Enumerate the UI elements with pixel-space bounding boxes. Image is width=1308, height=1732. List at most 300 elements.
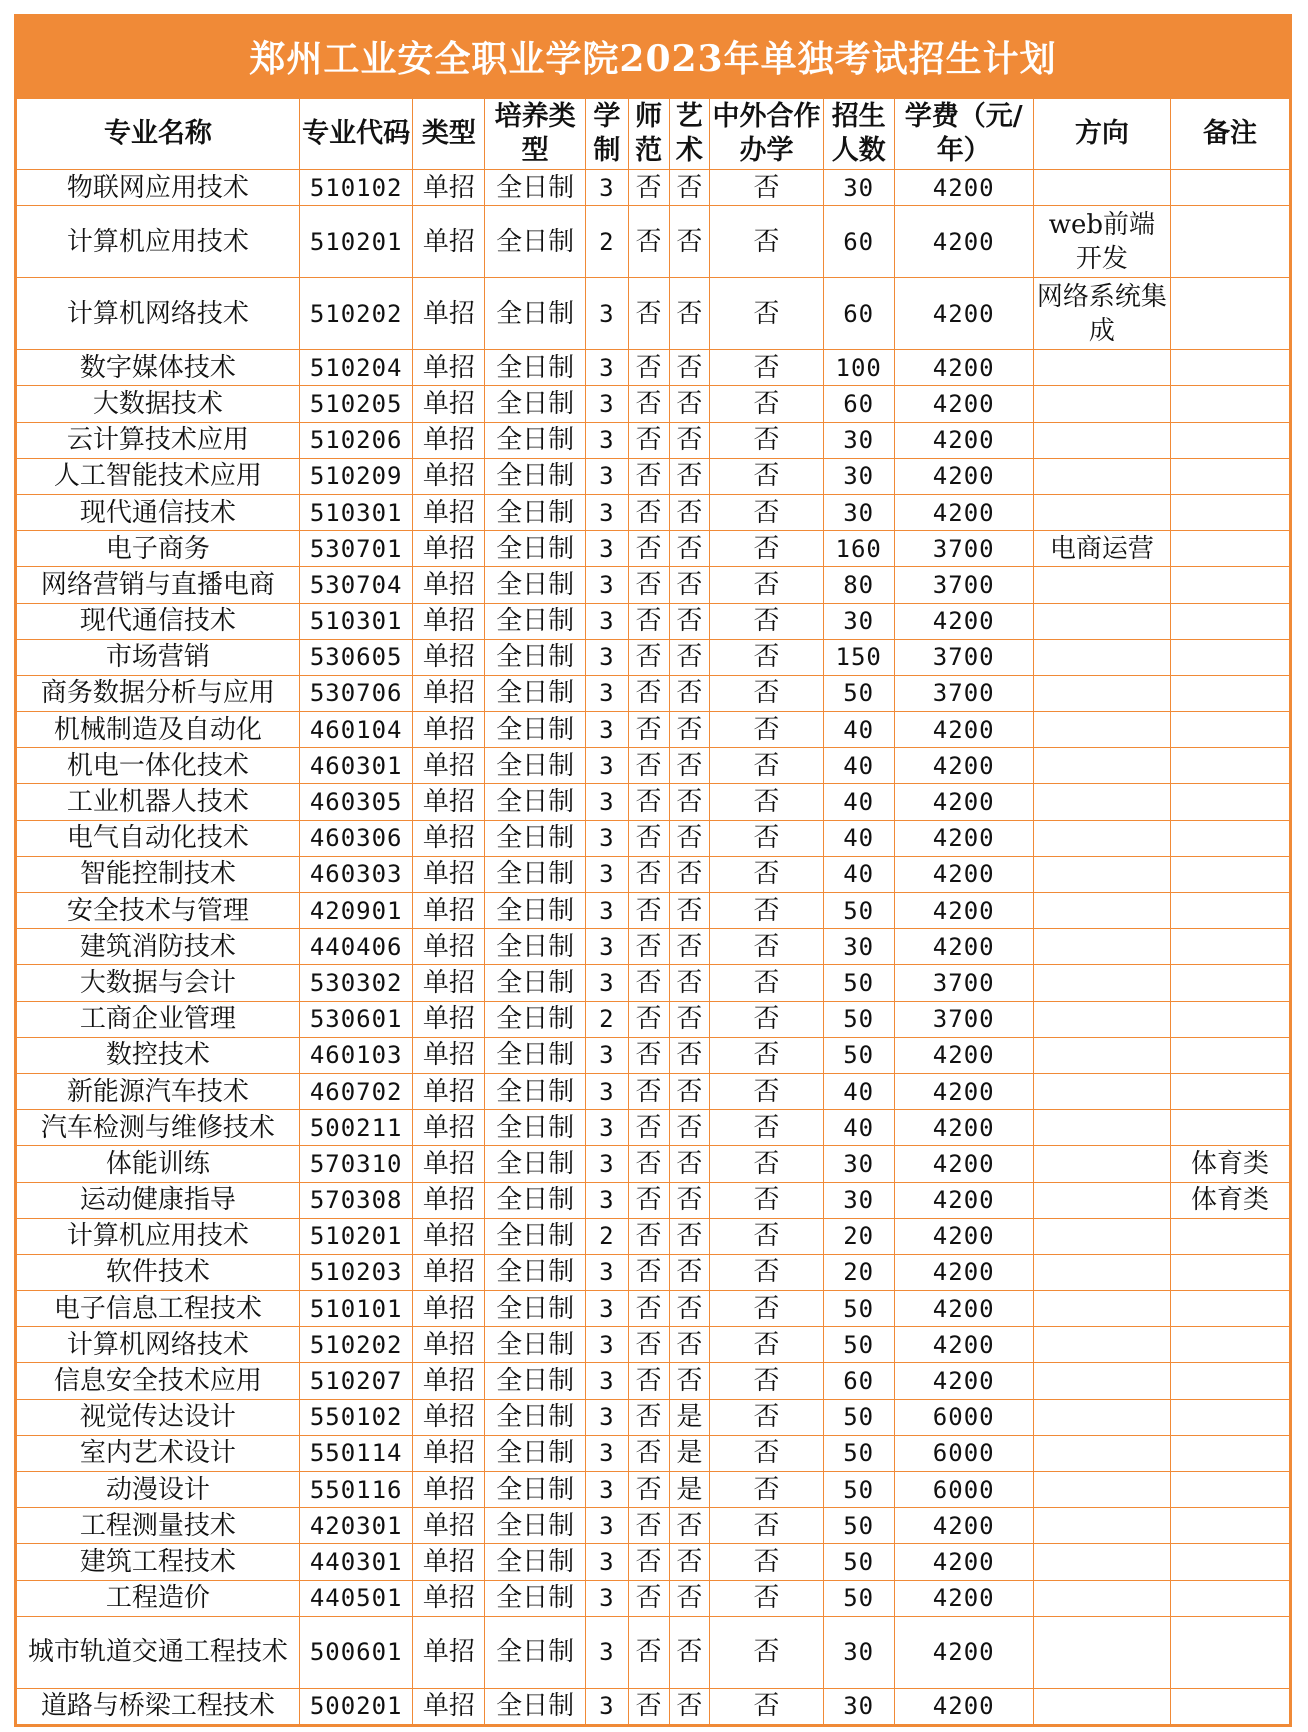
normal-cell: 否 — [628, 748, 669, 784]
table-row — [17, 1146, 1290, 1182]
table-row — [17, 893, 1290, 929]
major-code-cell: 530704 — [299, 567, 413, 603]
major-name-cell: 城市轨道交通工程技术 — [17, 1616, 300, 1688]
header-study-mode: 培养类型 — [485, 99, 586, 170]
tuition-cell: 4200 — [894, 1037, 1033, 1073]
duration-cell: 3 — [585, 531, 628, 567]
cooperation-cell: 否 — [710, 893, 824, 929]
enrollment-cell: 50 — [823, 1037, 894, 1073]
art-cell: 否 — [669, 1110, 710, 1146]
major-code-cell: 510301 — [299, 494, 413, 530]
major-code-cell: 550114 — [299, 1435, 413, 1471]
enrollment-cell: 50 — [823, 1508, 894, 1544]
type-cell: 单招 — [413, 1580, 485, 1616]
enrollment-cell: 60 — [823, 278, 894, 350]
remarks-cell — [1171, 965, 1290, 1001]
type-cell: 单招 — [413, 170, 485, 206]
direction-cell — [1033, 893, 1170, 929]
normal-cell: 否 — [628, 206, 669, 278]
normal-cell: 否 — [628, 1001, 669, 1037]
remarks-cell — [1171, 1110, 1290, 1146]
table-row — [17, 170, 1290, 206]
table-row — [17, 712, 1290, 748]
direction-cell — [1033, 603, 1170, 639]
type-cell: 单招 — [413, 675, 485, 711]
art-cell: 否 — [669, 1001, 710, 1037]
type-cell: 单招 — [413, 1146, 485, 1182]
table-row — [17, 1254, 1290, 1290]
major-code-cell: 530701 — [299, 531, 413, 567]
remarks-cell — [1171, 278, 1290, 350]
direction-cell — [1033, 170, 1170, 206]
art-cell: 否 — [669, 386, 710, 422]
tuition-cell: 4200 — [894, 1291, 1033, 1327]
tuition-cell: 4200 — [894, 1110, 1033, 1146]
art-cell: 否 — [669, 712, 710, 748]
type-cell: 单招 — [413, 712, 485, 748]
normal-cell: 否 — [628, 386, 669, 422]
enrollment-cell: 80 — [823, 567, 894, 603]
major-name-cell: 建筑消防技术 — [17, 929, 300, 965]
cooperation-cell: 否 — [710, 639, 824, 675]
remarks-cell — [1171, 929, 1290, 965]
tuition-cell: 3700 — [894, 1001, 1033, 1037]
direction-cell — [1033, 458, 1170, 494]
major-code-cell: 460702 — [299, 1073, 413, 1109]
type-cell: 单招 — [413, 1037, 485, 1073]
duration-cell: 3 — [585, 386, 628, 422]
enrollment-cell: 20 — [823, 1254, 894, 1290]
study-mode-cell: 全日制 — [485, 458, 586, 494]
cooperation-cell: 否 — [710, 965, 824, 1001]
cooperation-cell: 否 — [710, 603, 824, 639]
type-cell: 单招 — [413, 422, 485, 458]
cooperation-cell: 否 — [710, 784, 824, 820]
study-mode-cell: 全日制 — [485, 1363, 586, 1399]
normal-cell: 否 — [628, 1544, 669, 1580]
major-name-cell: 信息安全技术应用 — [17, 1363, 300, 1399]
art-cell: 否 — [669, 1291, 710, 1327]
art-cell: 否 — [669, 422, 710, 458]
remarks-cell — [1171, 1363, 1290, 1399]
study-mode-cell: 全日制 — [485, 603, 586, 639]
table-row — [17, 1544, 1290, 1580]
art-cell: 否 — [669, 965, 710, 1001]
duration-cell: 3 — [585, 893, 628, 929]
tuition-cell: 6000 — [894, 1399, 1033, 1435]
art-cell: 否 — [669, 1254, 710, 1290]
remarks-cell — [1171, 1399, 1290, 1435]
remarks-cell — [1171, 675, 1290, 711]
cooperation-cell: 否 — [710, 675, 824, 711]
major-name-cell: 视觉传达设计 — [17, 1399, 300, 1435]
major-name-cell: 软件技术 — [17, 1254, 300, 1290]
direction-cell — [1033, 965, 1170, 1001]
type-cell: 单招 — [413, 1327, 485, 1363]
study-mode-cell: 全日制 — [485, 965, 586, 1001]
remarks-cell — [1171, 494, 1290, 530]
table-row — [17, 1472, 1290, 1508]
table-body — [17, 170, 1290, 1725]
table-row — [17, 1037, 1290, 1073]
normal-cell: 否 — [628, 1399, 669, 1435]
header-tuition: 学费（元/年） — [894, 99, 1033, 170]
direction-cell — [1033, 1146, 1170, 1182]
tuition-cell: 4200 — [894, 1544, 1033, 1580]
cooperation-cell: 否 — [710, 1435, 824, 1471]
duration-cell: 3 — [585, 1037, 628, 1073]
remarks-cell — [1171, 350, 1290, 386]
table-row — [17, 1688, 1290, 1724]
direction-cell — [1033, 1472, 1170, 1508]
enrollment-cell: 50 — [823, 1001, 894, 1037]
major-name-cell: 商务数据分析与应用 — [17, 675, 300, 711]
direction-cell — [1033, 350, 1170, 386]
normal-cell: 否 — [628, 820, 669, 856]
normal-cell: 否 — [628, 350, 669, 386]
tuition-cell: 4200 — [894, 1580, 1033, 1616]
study-mode-cell: 全日制 — [485, 675, 586, 711]
normal-cell: 否 — [628, 1363, 669, 1399]
major-name-cell: 计算机应用技术 — [17, 206, 300, 278]
type-cell: 单招 — [413, 1073, 485, 1109]
study-mode-cell: 全日制 — [485, 784, 586, 820]
remarks-cell — [1171, 639, 1290, 675]
enrollment-cell: 50 — [823, 675, 894, 711]
cooperation-cell: 否 — [710, 856, 824, 892]
remarks-cell — [1171, 784, 1290, 820]
table-row — [17, 567, 1290, 603]
duration-cell: 3 — [585, 458, 628, 494]
tuition-cell: 3700 — [894, 531, 1033, 567]
art-cell: 是 — [669, 1472, 710, 1508]
major-name-cell: 运动健康指导 — [17, 1182, 300, 1218]
cooperation-cell: 否 — [710, 1146, 824, 1182]
duration-cell: 3 — [585, 1327, 628, 1363]
study-mode-cell: 全日制 — [485, 531, 586, 567]
study-mode-cell: 全日制 — [485, 1399, 586, 1435]
type-cell: 单招 — [413, 531, 485, 567]
enrollment-cell: 50 — [823, 893, 894, 929]
major-code-cell: 500601 — [299, 1616, 413, 1688]
remarks-cell — [1171, 1580, 1290, 1616]
direction-cell: 电商运营 — [1033, 531, 1170, 567]
table-row — [17, 675, 1290, 711]
normal-cell: 否 — [628, 893, 669, 929]
normal-cell: 否 — [628, 567, 669, 603]
art-cell: 否 — [669, 1218, 710, 1254]
art-cell: 否 — [669, 1327, 710, 1363]
study-mode-cell: 全日制 — [485, 1110, 586, 1146]
study-mode-cell: 全日制 — [485, 1435, 586, 1471]
normal-cell: 否 — [628, 1110, 669, 1146]
major-name-cell: 网络营销与直播电商 — [17, 567, 300, 603]
header-direction: 方向 — [1033, 99, 1170, 170]
normal-cell: 否 — [628, 1037, 669, 1073]
art-cell: 否 — [669, 929, 710, 965]
remarks-cell — [1171, 1291, 1290, 1327]
duration-cell: 3 — [585, 1291, 628, 1327]
major-name-cell: 计算机网络技术 — [17, 278, 300, 350]
duration-cell: 3 — [585, 784, 628, 820]
table-row — [17, 1327, 1290, 1363]
major-code-cell: 530706 — [299, 675, 413, 711]
table-row — [17, 1073, 1290, 1109]
study-mode-cell: 全日制 — [485, 1688, 586, 1724]
header-art: 艺术 — [669, 99, 710, 170]
direction-cell — [1033, 1001, 1170, 1037]
type-cell: 单招 — [413, 1291, 485, 1327]
study-mode-cell: 全日制 — [485, 1616, 586, 1688]
header-major-code: 专业代码 — [299, 99, 413, 170]
study-mode-cell: 全日制 — [485, 350, 586, 386]
remarks-cell — [1171, 1037, 1290, 1073]
cooperation-cell: 否 — [710, 206, 824, 278]
duration-cell: 3 — [585, 856, 628, 892]
table-row — [17, 1616, 1290, 1688]
art-cell: 否 — [669, 1037, 710, 1073]
cooperation-cell: 否 — [710, 458, 824, 494]
enrollment-cell: 50 — [823, 1291, 894, 1327]
direction-cell — [1033, 1073, 1170, 1109]
remarks-cell — [1171, 1688, 1290, 1724]
major-name-cell: 道路与桥梁工程技术 — [17, 1688, 300, 1724]
type-cell: 单招 — [413, 567, 485, 603]
enrollment-cell: 30 — [823, 1182, 894, 1218]
direction-cell — [1033, 820, 1170, 856]
major-code-cell: 570308 — [299, 1182, 413, 1218]
tuition-cell: 4200 — [894, 170, 1033, 206]
enrollment-cell: 30 — [823, 458, 894, 494]
direction-cell — [1033, 1182, 1170, 1218]
duration-cell: 3 — [585, 603, 628, 639]
art-cell: 是 — [669, 1399, 710, 1435]
cooperation-cell: 否 — [710, 1291, 824, 1327]
tuition-cell: 3700 — [894, 965, 1033, 1001]
table-row — [17, 494, 1290, 530]
direction-cell — [1033, 1110, 1170, 1146]
direction-cell — [1033, 1254, 1170, 1290]
enrollment-cell: 30 — [823, 494, 894, 530]
page-title: 郑州工业安全职业学院2023年单独考试招生计划 — [16, 16, 1290, 98]
duration-cell: 3 — [585, 1363, 628, 1399]
major-name-cell: 体能训练 — [17, 1146, 300, 1182]
tuition-cell: 4200 — [894, 1688, 1033, 1724]
major-name-cell: 电子信息工程技术 — [17, 1291, 300, 1327]
major-code-cell: 510207 — [299, 1363, 413, 1399]
normal-cell: 否 — [628, 1580, 669, 1616]
major-name-cell: 计算机网络技术 — [17, 1327, 300, 1363]
header-cooperation: 中外合作办学 — [710, 99, 824, 170]
art-cell: 否 — [669, 567, 710, 603]
major-code-cell: 460103 — [299, 1037, 413, 1073]
study-mode-cell: 全日制 — [485, 1146, 586, 1182]
type-cell: 单招 — [413, 1688, 485, 1724]
remarks-cell — [1171, 1435, 1290, 1471]
tuition-cell: 4200 — [894, 1363, 1033, 1399]
major-code-cell: 500211 — [299, 1110, 413, 1146]
duration-cell: 3 — [585, 1073, 628, 1109]
cooperation-cell: 否 — [710, 1544, 824, 1580]
table-row — [17, 603, 1290, 639]
header-normal: 师范 — [628, 99, 669, 170]
tuition-cell: 4200 — [894, 784, 1033, 820]
table-row — [17, 784, 1290, 820]
table-row — [17, 639, 1290, 675]
enrollment-cell: 20 — [823, 1218, 894, 1254]
duration-cell: 3 — [585, 675, 628, 711]
major-code-cell: 460306 — [299, 820, 413, 856]
major-code-cell: 550102 — [299, 1399, 413, 1435]
type-cell: 单招 — [413, 748, 485, 784]
cooperation-cell: 否 — [710, 929, 824, 965]
enrollment-cell: 40 — [823, 748, 894, 784]
art-cell: 否 — [669, 1616, 710, 1688]
duration-cell: 3 — [585, 1435, 628, 1471]
cooperation-cell: 否 — [710, 1037, 824, 1073]
major-code-cell: 460305 — [299, 784, 413, 820]
major-name-cell: 智能控制技术 — [17, 856, 300, 892]
type-cell: 单招 — [413, 639, 485, 675]
major-code-cell: 440301 — [299, 1544, 413, 1580]
normal-cell: 否 — [628, 712, 669, 748]
study-mode-cell: 全日制 — [485, 206, 586, 278]
table-row — [17, 386, 1290, 422]
major-name-cell: 工业机器人技术 — [17, 784, 300, 820]
tuition-cell: 4200 — [894, 1073, 1033, 1109]
normal-cell: 否 — [628, 1508, 669, 1544]
tuition-cell: 4200 — [894, 1616, 1033, 1688]
duration-cell: 3 — [585, 1472, 628, 1508]
direction-cell — [1033, 1508, 1170, 1544]
duration-cell: 3 — [585, 422, 628, 458]
major-name-cell: 数控技术 — [17, 1037, 300, 1073]
type-cell: 单招 — [413, 1001, 485, 1037]
enrollment-cell: 40 — [823, 856, 894, 892]
table-row — [17, 278, 1290, 350]
major-name-cell: 计算机应用技术 — [17, 1218, 300, 1254]
study-mode-cell: 全日制 — [485, 1182, 586, 1218]
table-row — [17, 422, 1290, 458]
type-cell: 单招 — [413, 1472, 485, 1508]
type-cell: 单招 — [413, 386, 485, 422]
direction-cell — [1033, 1037, 1170, 1073]
major-name-cell: 市场营销 — [17, 639, 300, 675]
table-row — [17, 1580, 1290, 1616]
direction-cell — [1033, 386, 1170, 422]
direction-cell — [1033, 1327, 1170, 1363]
remarks-cell — [1171, 458, 1290, 494]
normal-cell: 否 — [628, 531, 669, 567]
study-mode-cell: 全日制 — [485, 1254, 586, 1290]
enrollment-cell: 50 — [823, 1327, 894, 1363]
direction-cell — [1033, 748, 1170, 784]
direction-cell — [1033, 675, 1170, 711]
header-major-name: 专业名称 — [17, 99, 300, 170]
tuition-cell: 4200 — [894, 350, 1033, 386]
cooperation-cell: 否 — [710, 1580, 824, 1616]
cooperation-cell: 否 — [710, 1254, 824, 1290]
art-cell: 否 — [669, 893, 710, 929]
art-cell: 否 — [669, 458, 710, 494]
tuition-cell: 4200 — [894, 494, 1033, 530]
major-code-cell: 550116 — [299, 1472, 413, 1508]
remarks-cell — [1171, 1001, 1290, 1037]
study-mode-cell: 全日制 — [485, 1291, 586, 1327]
header-enrollment: 招生人数 — [823, 99, 894, 170]
major-name-cell: 汽车检测与维修技术 — [17, 1110, 300, 1146]
art-cell: 否 — [669, 1688, 710, 1724]
major-code-cell: 510201 — [299, 206, 413, 278]
duration-cell: 3 — [585, 494, 628, 530]
direction-cell — [1033, 1399, 1170, 1435]
cooperation-cell: 否 — [710, 170, 824, 206]
normal-cell: 否 — [628, 1291, 669, 1327]
enrollment-cell: 50 — [823, 965, 894, 1001]
direction-cell — [1033, 422, 1170, 458]
art-cell: 否 — [669, 1146, 710, 1182]
major-name-cell: 工程造价 — [17, 1580, 300, 1616]
major-code-cell: 510203 — [299, 1254, 413, 1290]
enrollment-cell: 50 — [823, 1435, 894, 1471]
cooperation-cell: 否 — [710, 748, 824, 784]
major-code-cell: 530302 — [299, 965, 413, 1001]
tuition-cell: 4200 — [894, 748, 1033, 784]
table-row — [17, 1508, 1290, 1544]
study-mode-cell: 全日制 — [485, 929, 586, 965]
type-cell: 单招 — [413, 1363, 485, 1399]
normal-cell: 否 — [628, 1472, 669, 1508]
art-cell: 否 — [669, 1182, 710, 1218]
cooperation-cell: 否 — [710, 1182, 824, 1218]
cooperation-cell: 否 — [710, 1001, 824, 1037]
normal-cell: 否 — [628, 1435, 669, 1471]
major-name-cell: 电子商务 — [17, 531, 300, 567]
type-cell: 单招 — [413, 1218, 485, 1254]
remarks-cell — [1171, 422, 1290, 458]
cooperation-cell: 否 — [710, 350, 824, 386]
enrollment-cell: 40 — [823, 1110, 894, 1146]
study-mode-cell: 全日制 — [485, 1544, 586, 1580]
direction-cell — [1033, 1218, 1170, 1254]
art-cell: 否 — [669, 784, 710, 820]
direction-cell — [1033, 712, 1170, 748]
major-name-cell: 室内艺术设计 — [17, 1435, 300, 1471]
tuition-cell: 3700 — [894, 639, 1033, 675]
remarks-cell — [1171, 170, 1290, 206]
cooperation-cell: 否 — [710, 386, 824, 422]
enrollment-cell: 30 — [823, 1616, 894, 1688]
tuition-cell: 4200 — [894, 422, 1033, 458]
major-name-cell: 人工智能技术应用 — [17, 458, 300, 494]
type-cell: 单招 — [413, 494, 485, 530]
type-cell: 单招 — [413, 929, 485, 965]
direction-cell — [1033, 1544, 1170, 1580]
major-name-cell: 现代通信技术 — [17, 603, 300, 639]
art-cell: 否 — [669, 278, 710, 350]
tuition-cell: 4200 — [894, 206, 1033, 278]
major-name-cell: 动漫设计 — [17, 1472, 300, 1508]
remarks-cell — [1171, 1073, 1290, 1109]
art-cell: 否 — [669, 1508, 710, 1544]
major-code-cell: 420301 — [299, 1508, 413, 1544]
major-name-cell: 建筑工程技术 — [17, 1544, 300, 1580]
duration-cell: 3 — [585, 748, 628, 784]
header-remarks: 备注 — [1171, 99, 1290, 170]
study-mode-cell: 全日制 — [485, 1073, 586, 1109]
direction-cell — [1033, 1580, 1170, 1616]
table-row — [17, 965, 1290, 1001]
